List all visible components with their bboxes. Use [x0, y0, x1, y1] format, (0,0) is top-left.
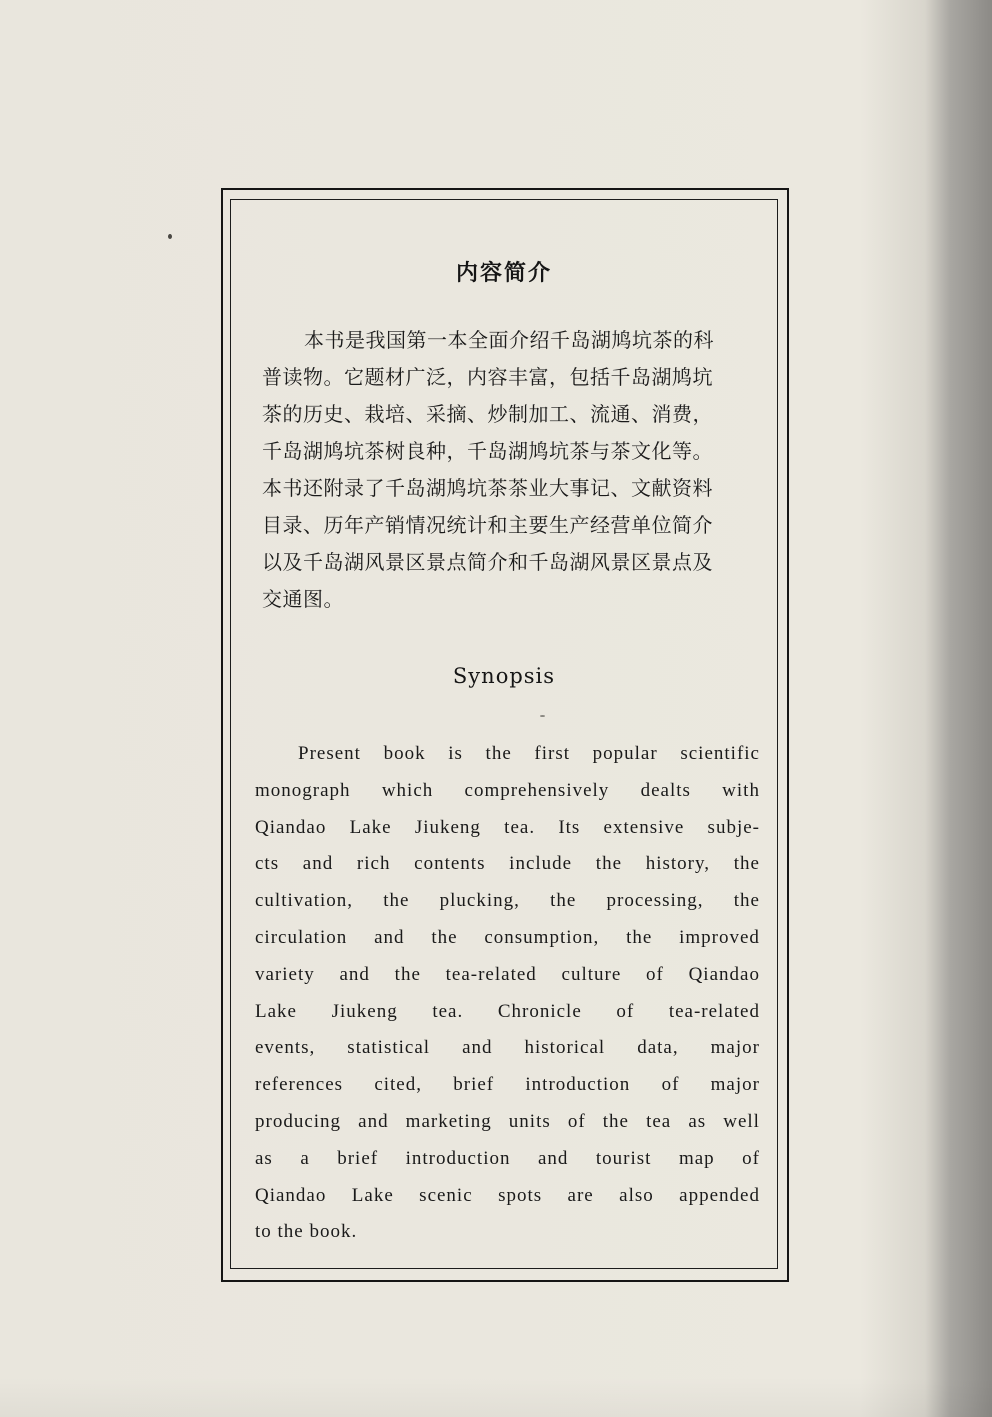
english-synopsis-line [255, 1178, 760, 1215]
chinese-synopsis-line: 目录、历年产销情况统计和主要生产经营单位简介 [262, 513, 713, 537]
english-synopsis-line [255, 1141, 760, 1178]
english-synopsis-word: of [646, 963, 664, 985]
english-synopsis-word: of [742, 1147, 760, 1169]
english-synopsis-word: Its [558, 816, 581, 838]
english-synopsis-line [255, 846, 760, 883]
english-synopsis-word: the [595, 853, 623, 875]
english-synopsis-word: Chronicle [497, 1000, 582, 1022]
english-synopsis-word: cultivation, [255, 890, 354, 912]
english-synopsis-word: the [733, 890, 760, 912]
english-synopsis-word: units [508, 1110, 551, 1132]
english-synopsis-word: spots [498, 1184, 543, 1206]
english-synopsis-word: of [567, 1110, 586, 1132]
english-synopsis-word: Jiukeng [414, 816, 481, 838]
english-synopsis-word: scientific [680, 743, 760, 764]
english-synopsis-line [255, 1067, 760, 1104]
english-synopsis-line [255, 957, 760, 994]
english-synopsis-word: the [733, 853, 760, 875]
english-synopsis-word: tea. [432, 1000, 464, 1022]
english-synopsis-word: the [485, 743, 512, 764]
english-synopsis-word: and [374, 926, 405, 948]
english-synopsis-body [255, 736, 760, 1251]
english-synopsis-line [255, 1030, 760, 1067]
english-synopsis-word: tea-related [668, 1000, 760, 1022]
english-synopsis-word: a [300, 1147, 310, 1169]
english-synopsis-word: introduction [405, 1147, 511, 1169]
english-synopsis-word: extensive [603, 816, 685, 838]
english-synopsis-word: marketing [405, 1110, 492, 1132]
english-synopsis-word: Present [298, 743, 361, 764]
chinese-synopsis-line: 本书还附录了千岛湖鸠坑茶茶业大事记、文献资料 [262, 476, 713, 500]
english-synopsis-word: tourist [595, 1147, 652, 1169]
english-synopsis-word: history, [645, 853, 710, 875]
chinese-synopsis-line: 以及千岛湖风景区景点简介和千岛湖风景区景点及 [262, 550, 713, 574]
english-synopsis-word: major [710, 1037, 760, 1059]
english-synopsis-line [255, 1104, 760, 1141]
english-synopsis-line [255, 883, 760, 920]
english-synopsis-word: contents [414, 853, 486, 875]
english-synopsis-word: comprehensively [464, 779, 610, 801]
english-synopsis-word: the [626, 926, 653, 948]
english-synopsis-word: and [537, 1147, 569, 1169]
english-synopsis-line [255, 773, 760, 810]
english-synopsis-word: as [688, 1110, 707, 1132]
english-synopsis-word: the [550, 890, 577, 912]
chinese-synopsis-line: 普读物。它题材广泛，内容丰富，包括千岛湖鸠坑 [262, 365, 713, 389]
english-synopsis-word: first [534, 743, 571, 764]
english-synopsis-word: well [723, 1110, 760, 1132]
english-synopsis-word: brief [337, 1147, 379, 1169]
english-synopsis-word: cts [255, 853, 280, 875]
english-synopsis-line: to the book. [255, 1221, 358, 1243]
english-synopsis-word: Qiandao [688, 963, 760, 985]
english-synopsis-word: monograph [255, 779, 351, 801]
english-synopsis-word: of [616, 1000, 635, 1022]
english-synopsis-word: Jiukeng [331, 1000, 398, 1022]
english-synopsis-word: as [255, 1147, 273, 1169]
english-synopsis-word: tea-related [445, 963, 537, 985]
english-synopsis-word: references [255, 1074, 344, 1096]
english-synopsis-word: data, [637, 1037, 679, 1059]
english-synopsis-word: popular [592, 743, 658, 764]
english-synopsis-line [255, 994, 760, 1031]
english-synopsis-word: culture [561, 963, 622, 985]
chinese-synopsis-line: 茶的历史、栽培、采摘、炒制加工、流通、消费， [262, 402, 713, 426]
english-synopsis-word: and [302, 853, 334, 875]
english-synopsis-word: variety [255, 963, 315, 985]
english-synopsis-word: introduction [525, 1074, 631, 1096]
english-synopsis-word: producing [255, 1110, 342, 1132]
english-synopsis-word: Lake [349, 816, 392, 838]
english-synopsis-word: also [619, 1184, 654, 1206]
english-synopsis-word: Qiandao [255, 816, 327, 838]
english-synopsis-word: the [602, 1110, 629, 1132]
english-synopsis-line [255, 736, 760, 773]
english-synopsis-word: statistical [347, 1037, 431, 1059]
english-synopsis-word: is [448, 743, 463, 764]
english-synopsis-word: include [509, 853, 573, 875]
english-synopsis-word: and [358, 1110, 389, 1132]
english-synopsis-word: processing, [606, 890, 704, 912]
paper-speck [168, 234, 172, 239]
english-synopsis-word: dealts [640, 779, 691, 801]
english-synopsis-word: major [710, 1074, 760, 1096]
english-synopsis-word: Qiandao [255, 1184, 327, 1206]
english-synopsis-word: book [383, 743, 426, 764]
english-synopsis-word: consumption, [484, 926, 600, 948]
english-synopsis-word: with [722, 779, 760, 801]
english-synopsis-line [255, 920, 760, 957]
english-synopsis-word: which [381, 779, 434, 801]
chinese-synopsis-line: 本书是我国第一本全面介绍千岛湖鸠坑茶的科 [304, 328, 714, 352]
english-synopsis-word: of [661, 1074, 680, 1096]
english-synopsis-word: scenic [419, 1184, 473, 1206]
english-synopsis-word: tea [646, 1110, 672, 1132]
chinese-synopsis-body [262, 322, 752, 618]
english-synopsis-word: and [462, 1037, 493, 1059]
chinese-synopsis-line: 千岛湖鸠坑茶树良种，千岛湖鸠坑茶与茶文化等。 [262, 439, 713, 463]
english-synopsis-word: rich [356, 853, 391, 875]
chinese-synopsis-line: 交通图。 [262, 587, 344, 611]
english-synopsis-word: tea. [504, 816, 536, 838]
english-synopsis-word: circulation [255, 926, 348, 948]
english-synopsis-word: brief [453, 1074, 495, 1096]
english-synopsis-word: events, [255, 1037, 316, 1059]
english-synopsis-word: the [394, 963, 421, 985]
english-synopsis-word: historical [524, 1037, 606, 1059]
english-synopsis-title: Synopsis [452, 664, 556, 688]
english-synopsis-word: subje- [707, 816, 760, 838]
english-synopsis-word: the [383, 890, 410, 912]
english-synopsis-word: Lake [351, 1184, 394, 1206]
english-synopsis-word: Lake [255, 1000, 297, 1022]
english-synopsis-word: the [431, 926, 458, 948]
chinese-synopsis-title: 内容简介 [455, 261, 552, 286]
english-synopsis-word: map [678, 1147, 715, 1169]
english-synopsis-word: and [339, 963, 370, 985]
english-synopsis-word: plucking, [439, 890, 520, 912]
english-synopsis-word: improved [679, 926, 760, 948]
english-synopsis-word: cited, [374, 1074, 422, 1096]
english-synopsis-word: are [567, 1184, 594, 1206]
english-synopsis-word: appended [679, 1184, 760, 1206]
english-synopsis-line [255, 810, 760, 847]
